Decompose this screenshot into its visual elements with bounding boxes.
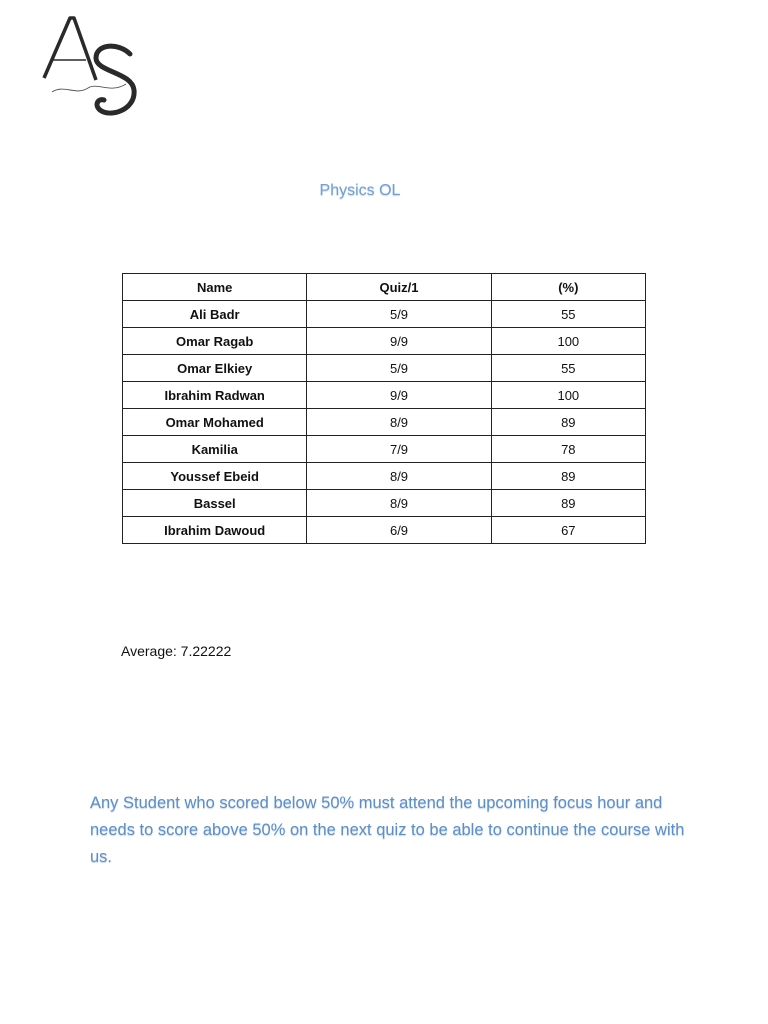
student-name: Ibrahim Radwan xyxy=(123,382,307,409)
column-header-name: Name xyxy=(123,274,307,301)
percent-score: 78 xyxy=(491,436,645,463)
percent-score: 55 xyxy=(491,301,645,328)
column-header-percent: (%) xyxy=(491,274,645,301)
table-header-row xyxy=(123,274,646,301)
percent-score: 89 xyxy=(491,463,645,490)
table-row xyxy=(123,463,646,490)
table-row xyxy=(123,301,646,328)
scores-table xyxy=(122,273,646,544)
table-row xyxy=(123,409,646,436)
quiz-score: 6/9 xyxy=(307,517,491,544)
quiz-score: 9/9 xyxy=(307,328,491,355)
quiz-score: 9/9 xyxy=(307,382,491,409)
student-name: Bassel xyxy=(123,490,307,517)
column-header-quiz: Quiz/1 xyxy=(307,274,491,301)
quiz-score: 5/9 xyxy=(307,301,491,328)
student-name: Omar Ragab xyxy=(123,328,307,355)
student-name: Youssef Ebeid xyxy=(123,463,307,490)
quiz-score: 8/9 xyxy=(307,490,491,517)
percent-score: 89 xyxy=(491,490,645,517)
student-name: Ali Badr xyxy=(123,301,307,328)
percent-score: 100 xyxy=(491,382,645,409)
student-name: Omar Mohamed xyxy=(123,409,307,436)
percent-score: 55 xyxy=(491,355,645,382)
average-text: Average: 7.22222 xyxy=(121,643,232,659)
quiz-score: 5/9 xyxy=(307,355,491,382)
logo-monogram-icon xyxy=(40,14,140,122)
quiz-score: 8/9 xyxy=(307,409,491,436)
percent-score: 89 xyxy=(491,409,645,436)
quiz-score: 7/9 xyxy=(307,436,491,463)
percent-score: 100 xyxy=(491,328,645,355)
table-row xyxy=(123,382,646,409)
percent-score: 67 xyxy=(491,517,645,544)
table-row xyxy=(123,355,646,382)
student-name: Kamilia xyxy=(123,436,307,463)
brand-logo xyxy=(40,14,140,122)
notice-text: Any Student who scored below 50% must attend the upcoming focus hour and needs to score above 50% on the next quiz to be able to continue the course with us. xyxy=(90,794,685,866)
table-row xyxy=(123,328,646,355)
student-name: Omar Elkiey xyxy=(123,355,307,382)
table-row xyxy=(123,490,646,517)
quiz-score: 8/9 xyxy=(307,463,491,490)
student-name: Ibrahim Dawoud xyxy=(123,517,307,544)
page-title: Physics OL xyxy=(319,182,401,199)
table-row xyxy=(123,436,646,463)
table-row xyxy=(123,517,646,544)
